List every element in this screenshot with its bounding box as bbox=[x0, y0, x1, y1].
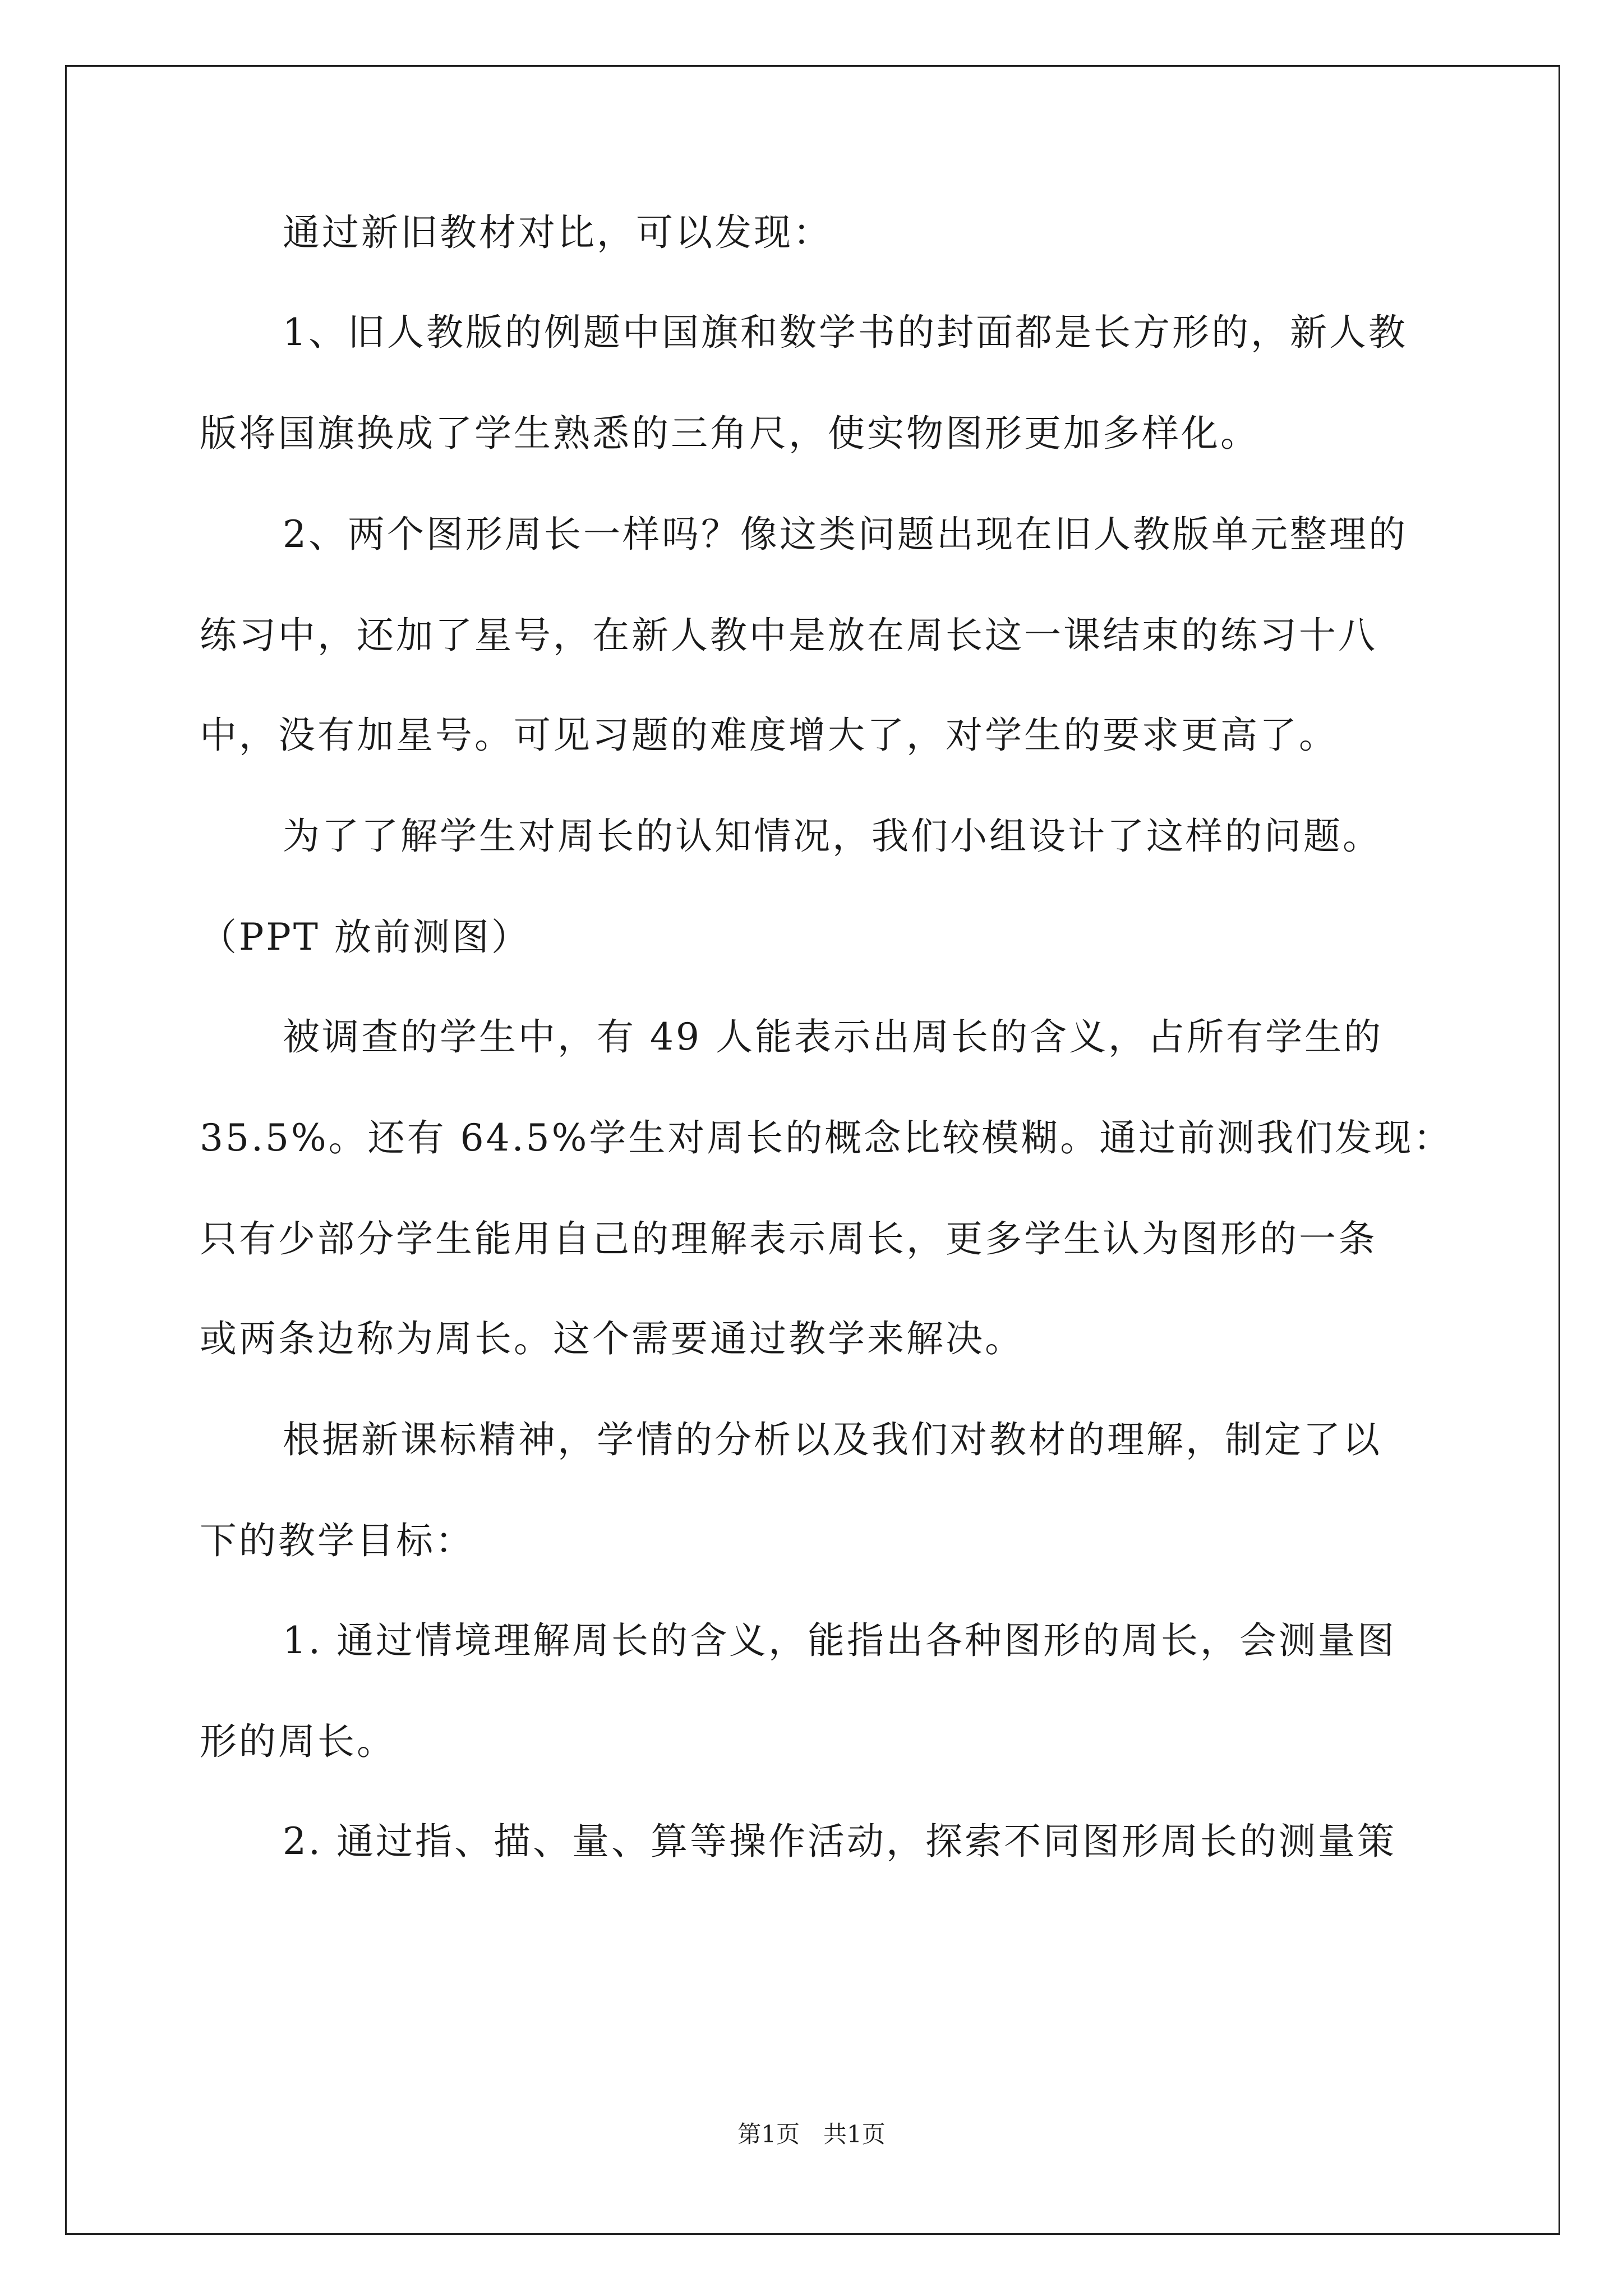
paragraph-line: 1、旧人教版的例题中国旗和数学书的封面都是长方形的，新人教 bbox=[283, 311, 1408, 354]
paragraph-line: 练习中，还加了星号，在新人教中是放在周长这一课结束的练习十八 bbox=[200, 614, 1377, 657]
paragraph-line: 1. 通过情境理解周长的含义，能指出各种图形的周长，会测量图 bbox=[283, 1619, 1396, 1662]
paragraph-line: 为了了解学生对周长的认知情况，我们小组设计了这样的问题。 bbox=[283, 815, 1382, 858]
paragraph-line: 根据新课标精神，学情的分析以及我们对教材的理解，制定了以 bbox=[283, 1418, 1382, 1461]
paragraph-line: 35.5%。还有 64.5%学生对周长的概念比较模糊。通过前测我们发现： bbox=[200, 1116, 1453, 1159]
paragraph-line: 被调查的学生中，有 49 人能表示出周长的含义，占所有学生的 bbox=[283, 1015, 1383, 1059]
page-number: 第1页 共1页 bbox=[737, 2120, 886, 2148]
paragraph-line: 形的周长。 bbox=[200, 1720, 396, 1763]
paragraph-line: 版将国旗换成了学生熟悉的三角尺，使实物图形更加多样化。 bbox=[200, 412, 1260, 455]
paragraph-line: 2. 通过指、描、量、算等操作活动，探索不同图形周长的测量策 bbox=[283, 1820, 1396, 1863]
paragraph-line: 只有少部分学生能用自己的理解表示周长，更多学生认为图形的一条 bbox=[200, 1217, 1377, 1260]
paragraph-line: 下的教学目标： bbox=[200, 1519, 474, 1562]
paragraph-line: 2、两个图形周长一样吗？像这类问题出现在旧人教版单元整理的 bbox=[283, 513, 1408, 556]
paragraph-line: （PPT 放前测图） bbox=[200, 915, 531, 959]
paragraph-line: 通过新旧教材对比，可以发现： bbox=[283, 211, 832, 254]
paragraph-line: 或两条边称为周长。这个需要通过教学来解决。 bbox=[200, 1317, 1024, 1360]
paragraph-line: 中，没有加星号。可见习题的难度增大了，对学生的要求更高了。 bbox=[200, 714, 1338, 757]
